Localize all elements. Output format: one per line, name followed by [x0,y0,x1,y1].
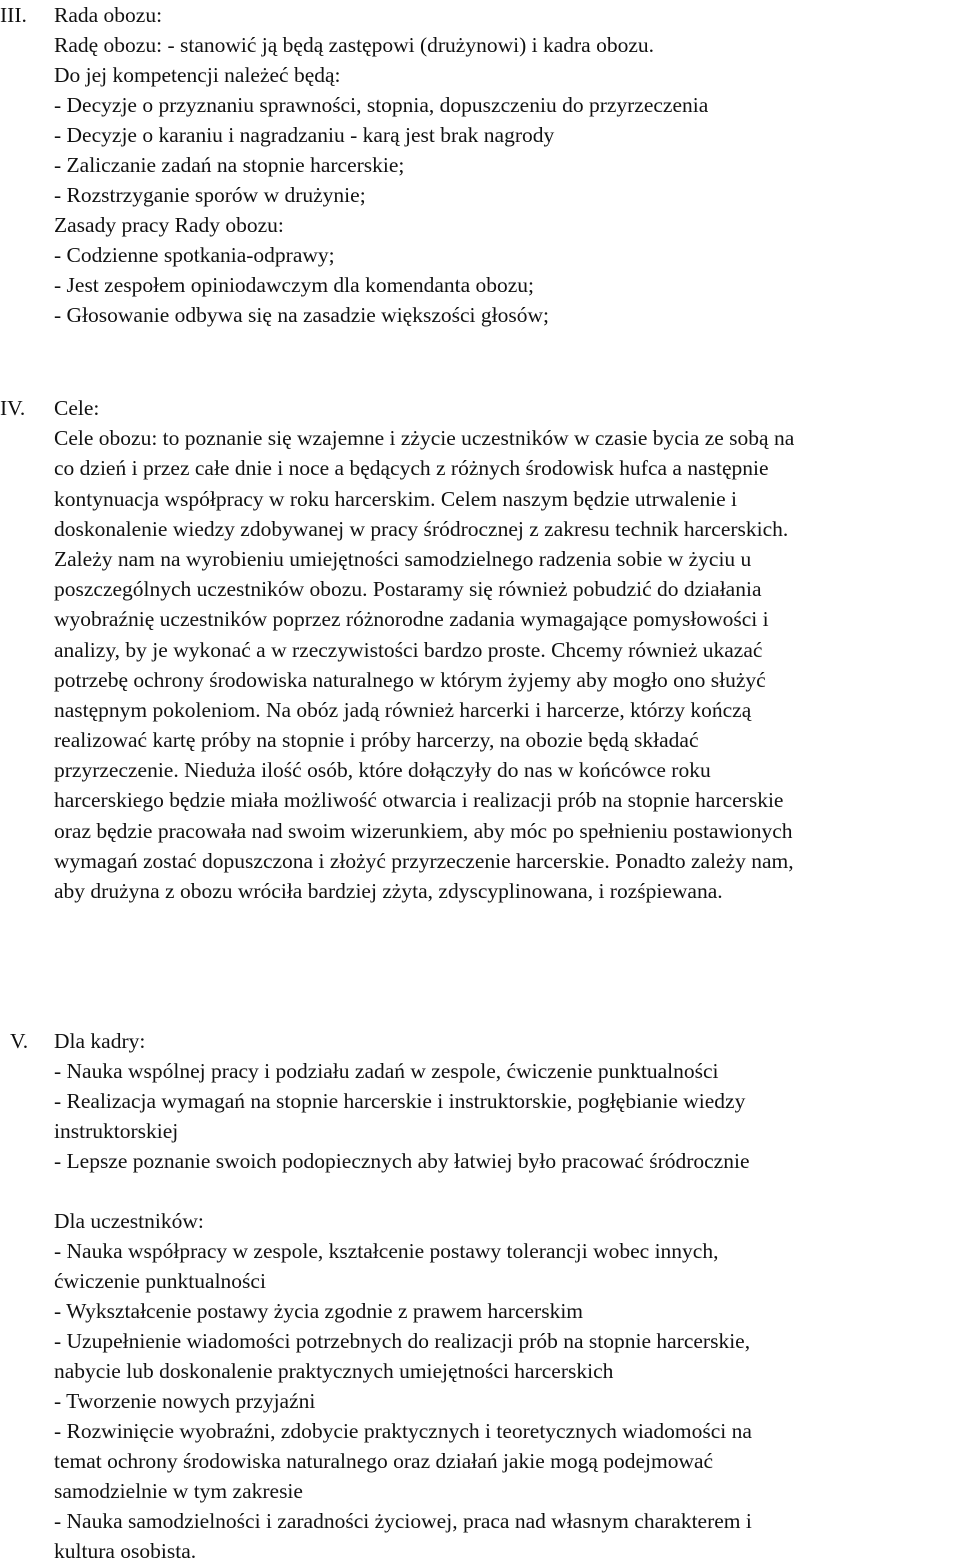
list-item: - Nauka współpracy w zespole, kształcenie postawy tolerancji wobec innych, [54,1239,719,1263]
text-line: realizować kartę próby na stopnie i próby harcerzy, na obozie będą składać [54,728,699,753]
text-line: aby drużyna z obozu wróciła bardziej zżyta, zdyscyplinowana, i rozśpiewana. [54,879,723,903]
text-line: potrzebę ochrony środowiska naturalnego w którym żyjemy aby mogło ono służyć [54,667,766,692]
section-heading: Cele: [54,396,100,420]
subheading: Dla uczestników: [54,1209,204,1233]
text-line: temat ochrony środowiska naturalnego oraz działań jakie mogą podejmować [54,1449,714,1473]
section-number: IV. [0,396,26,420]
list-item: - Tworzenie nowych przyjaźni [54,1389,316,1413]
text-line: Zasady pracy Rady obozu: [54,213,284,237]
text-line: następnym pokoleniom. Na obóz jadą również harcerki i harcerze, którzy kończą [54,697,752,722]
text-line: Cele obozu: to poznanie się wzajemne i zżycie uczestników w czasie bycia ze sobą na [54,426,795,451]
text-line: analizy, by je wykonać a w rzeczywistości bardzo proste. Chcemy również ukazać [54,637,763,662]
list-item: - Uzupełnienie wiadomości potrzebnych do realizacji prób na stopnie harcerskie, [54,1329,751,1353]
text-line: harcerskiego będzie miała możliwość otwarcia i realizacji prób na stopnie harcerskie [54,788,784,813]
list-item: - Realizacja wymagań na stopnie harcerskie i instruktorskie, pogłębianie wiedzy [54,1089,746,1113]
section-heading: Dla kadry: [54,1029,146,1053]
text-line: Radę obozu: - stanowić ją będą zastępowi (drużynowi) i kadra obozu. [54,33,655,57]
text-line: co dzień i przez całe dnie i noce a będących z różnych środowisk hufca a następnie [54,456,769,481]
list-item: - Jest zespołem opiniodawczym dla komendanta obozu; [54,273,535,297]
section-heading: Rada obozu: [54,3,163,27]
list-item: - Lepsze poznanie swoich podopiecznych aby łatwiej było pracować śródrocznie [54,1149,750,1173]
text-line: doskonalenie wiedzy zdobywanej w pracy śródrocznej z zakresu technik harcerskich. [54,516,789,541]
spacer [54,1176,960,1206]
text-line: Do jej kompetencji należeć będą: [54,63,341,87]
section-number: III. [0,3,27,27]
section-body [54,1026,960,1566]
list-item: - Nauka wspólnej pracy i podziału zadań w zespole, ćwiczenie punktualności [54,1059,719,1083]
text-line: Zależy nam na wyrobieniu umiejętności samodzielnego radzenia sobie w życiu u [54,546,752,571]
list-item: - Wykształcenie postawy życia zgodnie z prawem harcerskim [54,1299,584,1323]
text-line: kultura osobista. [54,1539,197,1563]
section-body [54,393,960,906]
text-line: wyobraźnię uczestników poprzez różnorodne zadania wymagające pomysłowości i [54,607,769,632]
list-item: - Rozwinięcie wyobraźni, zdobycie praktycznych i teoretycznych wiadomości na [54,1419,752,1443]
list-item: - Głosowanie odbywa się na zasadzie większości głosów; [54,303,549,327]
section-number: V. [10,1029,29,1053]
section-body [54,0,960,330]
list-item: - Decyzje o karaniu i nagradzaniu - karą jest brak nagrody [54,123,555,147]
text-line: przyrzeczenie. Nieduża ilość osób, które dołączyły do nas w końcówce roku [54,758,711,783]
list-item: - Zaliczanie zadań na stopnie harcerskie; [54,153,405,177]
text-line: samodzielnie w tym zakresie [54,1479,303,1503]
text-line: nabycie lub doskonalenie praktycznych umiejętności harcerskich [54,1359,614,1383]
text-line: ćwiczenie punktualności [54,1269,266,1293]
text-line: poszczególnych uczestników obozu. Postaramy się również pobudzić do działania [54,577,762,602]
text-line: instruktorskiej [54,1119,179,1143]
text-line: oraz będzie pracowała nad swoim wizerunkiem, aby móc po spełnieniu postawionych [54,818,793,843]
text-line: kontynuacja współpracy w roku harcerskim. Celem naszym będzie utrwalenie i [54,486,737,511]
list-item: - Codzienne spotkania-odprawy; [54,243,335,267]
list-item: - Rozstrzyganie sporów w drużynie; [54,183,366,207]
text-line: wymagań zostać dopuszczona i złożyć przyrzeczenie harcerskie. Ponadto zależy nam, [54,848,794,873]
list-item: - Decyzje o przyznaniu sprawności, stopnia, dopuszczeniu do przyrzeczenia [54,93,709,117]
list-item: - Nauka samodzielności i zaradności życiowej, praca nad własnym charakterem i [54,1509,752,1533]
